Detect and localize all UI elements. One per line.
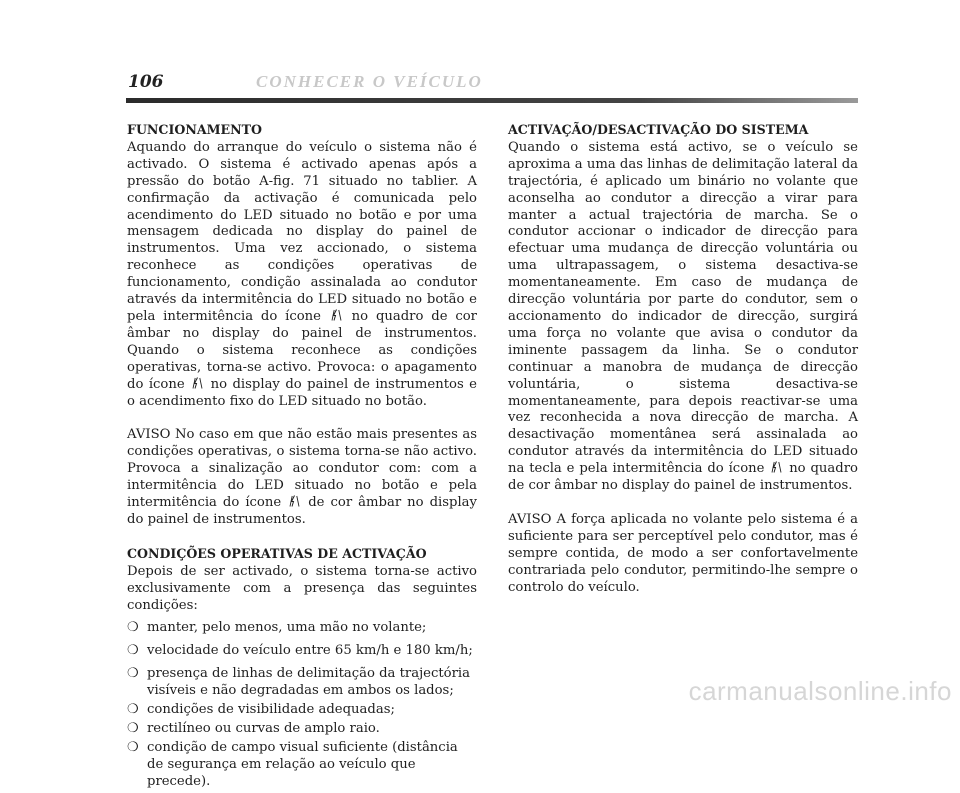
aviso-left-text-1: AVISO No caso em que não estão mais presentes as condições operativas, o sistema torna-se não activo. Provoca a sinalização ao condutor com: com a intermitência do LED situado no botão e pela intermitência do ícone [127,427,477,511]
funcionamento-text-1: Aquando do arranque do veículo o sistema não é activado. O sistema é activado apenas após a pressão do botão A-fig. 71 situado no tablier. A confirmação da activação é comunicada pelo acendimento do LED situado no botão e por uma mensagem dedicada no display do painel de instrumentos. Uma vez accionado, o sistema reconhece as condições operativas de funcionamento, condição assinalada ao condutor através da intermitência do LED situado no botão e pela intermitência do ícone [127,139,477,324]
watermark: carmanualsonline.info [688,676,952,706]
funcionamento-text-3: no display do painel de instrumentos e o acendimento fixo do LED situado no botão. [127,376,477,409]
chapter-title: CONHECER O VEÍCULO [256,72,483,91]
circle-bullet-icon: ❍ [127,643,139,659]
condicoes-intro: Depois de ser activado, o sistema torna-se activo exclusivamente com a presença das seguintes condições: [127,563,477,613]
activacao-text-2: no quadro de cor âmbar no display do painel de instrumentos. [508,461,858,494]
list-item: ❍ presença de linhas de delimitação da trajectória visíveis e não degradadas em ambos os lados; [127,666,470,699]
page-number: 106 [128,72,164,92]
lane-assist-icon [771,461,782,473]
activacao-paragraph [508,140,858,495]
left-column [127,122,477,793]
circle-bullet-icon: ❍ [127,666,139,682]
condicoes-list [127,620,477,790]
header-rule [126,98,858,103]
condicoes-heading: CONDIÇÕES OPERATIVAS DE ACTIVAÇÃO [127,545,427,561]
funcionamento-text-2: no quadro de cor âmbar no display do painel de instrumentos. Quando o sistema reconhece as condições operativas, torna-se activo. Provoca: o apagamento do ícone [127,308,477,392]
page-header [128,72,858,96]
list-item: ❍ manter, pelo menos, uma mão no volante; [127,620,427,636]
list-item: ❍ velocidade do veículo entre 65 km/h e 180 km/h; [127,643,473,659]
circle-bullet-icon: ❍ [127,721,139,736]
lane-assist-icon [331,309,342,321]
circle-bullet-icon: ❍ [127,702,139,718]
funcionamento-paragraph [127,140,477,411]
activacao-heading: ACTIVAÇÃO/DESACTIVAÇÃO DO SISTEMA [508,122,809,137]
circle-bullet-icon: ❍ [127,620,139,636]
aviso-paragraph-right: AVISO A força aplicada no volante pelo sistema é a suficiente para ser perceptível pelo condutor, mas é sempre contida, de modo a ser confortavelmente contrariada pelo condutor, permitindo-lhe sempre o controlo do veículo. [508,511,858,595]
aviso-paragraph-left [127,427,477,528]
circle-bullet-icon: ❍ [127,739,139,755]
aviso-left-text-2: de cor âmbar no display do painel de instrumentos. [127,495,477,527]
funcionamento-heading: FUNCIONAMENTO [127,122,262,137]
lane-assist-icon [192,377,203,389]
right-column [508,122,858,613]
list-item: ❍ condição de campo visual suficiente (distância de segurança em relação ao veículo que precede). [127,739,458,789]
activacao-text-1: Quando o sistema está activo, se o veículo se aproxima a uma das linhas de delimitação lateral da trajectória, é aplicado um binário no volante que aconselha ao condutor a direcção a virar para manter a actual trajectória de marcha. Se o condutor accionar o indicador de direcção para efectuar uma mudança de direcção voluntária ou uma ultrapassagem, o sistema desactiva-se momentaneamente. Em caso de mudança de direcção voluntária por parte do condutor, sem o accionamento do indicador de direcção, surgirá uma força no volante que avisa o condutor da iminente passagem da linha. Se o condutor continuar a manobra de mudança de direcção voluntária, o sistema desactiva-se momentaneamente, para depois reactivar-se uma vez reconhecida a nova direcção de marcha. A desactivação momentânea será assinalada ao condutor através da intermitência do LED situado na tecla e pela intermitência do ícone [508,139,858,477]
lane-assist-icon [289,495,300,507]
list-item: ❍ rectilíneo ou curvas de amplo raio. [127,721,380,736]
list-item: ❍ condições de visibilidade adequadas; [127,702,395,718]
